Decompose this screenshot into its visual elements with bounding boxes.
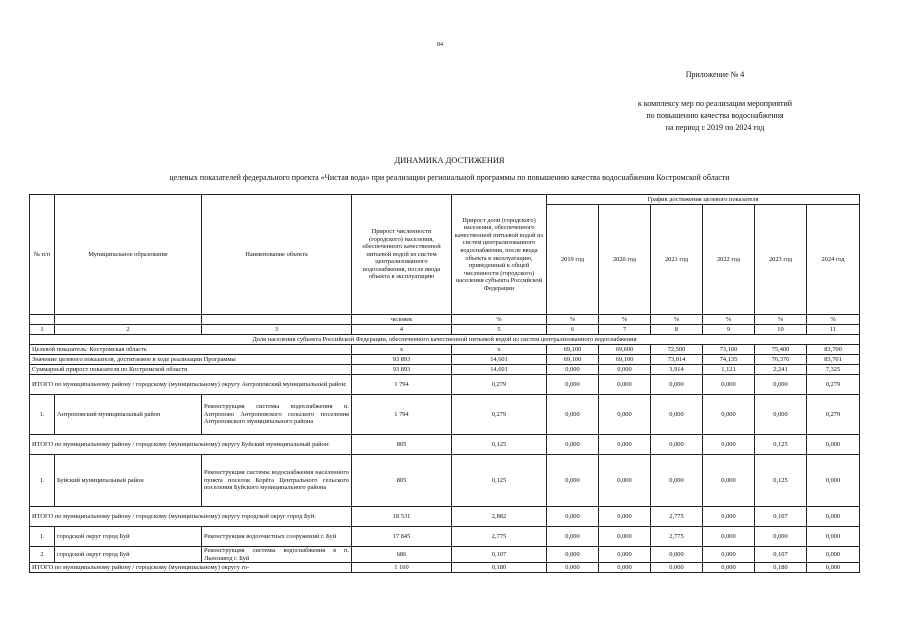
year-value: 69,100 xyxy=(547,345,599,355)
col-number: 6 xyxy=(547,325,599,335)
year-value: 0,000 xyxy=(703,507,755,527)
year-value: 69,600 xyxy=(599,345,651,355)
year-value: 0,000 xyxy=(651,547,703,563)
document-subtitle: целевых показателей федерального проекта «Чистая вода» при реализации региональной программы по повышению качества водоснабжения Костромской области xyxy=(169,173,730,182)
year-value: 72,500 xyxy=(651,345,703,355)
summary-row xyxy=(30,365,860,375)
year-value: 0,000 xyxy=(807,455,860,507)
year-value: 0,107 xyxy=(755,507,807,527)
year-value: 69,100 xyxy=(547,355,599,365)
year-value: 0,107 xyxy=(755,547,807,563)
year-value: 73,014 xyxy=(651,355,703,365)
unit-people: человек xyxy=(352,315,452,325)
summary-row xyxy=(30,345,860,355)
people-value: 805 xyxy=(352,435,452,455)
col-number: 9 xyxy=(703,325,755,335)
object-row xyxy=(30,547,860,563)
year-value: 0,000 xyxy=(651,395,703,435)
year-value: 0,000 xyxy=(807,527,860,547)
summary-label: Целевой показатель: Костромская область xyxy=(30,345,352,355)
document-title: ДИНАМИКА ДОСТИЖЕНИЯ xyxy=(394,156,505,165)
year-value: 7,325 xyxy=(807,365,860,375)
appendix-subtitle xyxy=(600,98,830,134)
year-value: 0,000 xyxy=(547,527,599,547)
header-growth-people: Прирост численности (городского) населения, обеспеченного качественной питьевой водой из систем централизованного водоснабжения, после ввода объекта в эксплуатацию xyxy=(352,195,452,315)
unit-pct: % xyxy=(807,315,860,325)
col-number: 10 xyxy=(755,325,807,335)
year-value: 0,000 xyxy=(599,527,651,547)
year-value: 0,000 xyxy=(599,435,651,455)
section-title: Доля населения субъекта Российской Федерации, обеспеченного качественной питьевой водой из систем централизованного водоснабжения xyxy=(30,335,860,345)
year-value: 0,000 xyxy=(599,375,651,395)
object-name: Реконструкция системы водоснабжения п. Антропово Антроповского сельского поселения Антроповского муниципального района xyxy=(202,395,352,435)
summary-row xyxy=(30,355,860,365)
year-value: 0,000 xyxy=(547,375,599,395)
year-value: 0,180 xyxy=(755,563,807,573)
share-value: 0,125 xyxy=(452,435,547,455)
object-row xyxy=(30,455,860,507)
municipality-name: городской округ город Буй xyxy=(55,547,202,563)
year-value: 3,914 xyxy=(651,365,703,375)
year-value: 0,125 xyxy=(755,435,807,455)
total-row xyxy=(30,435,860,455)
header-municipality: Муниципальное образование xyxy=(55,195,202,315)
year-value: 0,279 xyxy=(807,395,860,435)
share-value: 0,279 xyxy=(452,375,547,395)
units-row xyxy=(30,315,860,325)
year-value: 0,000 xyxy=(651,563,703,573)
col-number: 4 xyxy=(352,325,452,335)
people-value: x xyxy=(352,345,452,355)
year-value: 0,000 xyxy=(651,375,703,395)
year-value: 0,000 xyxy=(703,455,755,507)
share-value: 2,882 xyxy=(452,507,547,527)
object-name: Реконструкция водоочистных сооружений г. Буй xyxy=(202,527,352,547)
appendix-line-3: на период с 2019 по 2024 год xyxy=(665,123,765,132)
year-value: 69,100 xyxy=(599,355,651,365)
year-value: 74,135 xyxy=(703,355,755,365)
units-empty xyxy=(30,315,55,325)
people-value: 1 160 xyxy=(352,563,452,573)
share-value: 0,125 xyxy=(452,455,547,507)
year-value: 0,000 xyxy=(703,395,755,435)
year-value: 0,000 xyxy=(807,507,860,527)
share-value: 0,279 xyxy=(452,395,547,435)
year-value: 0,000 xyxy=(807,563,860,573)
year-value: 83,700 xyxy=(807,345,860,355)
total-row xyxy=(30,563,860,573)
share-value: 2,775 xyxy=(452,527,547,547)
row-number: 1. xyxy=(30,527,55,547)
year-value: 0,000 xyxy=(651,435,703,455)
total-row xyxy=(30,507,860,527)
people-value: 686 xyxy=(352,547,452,563)
year-value: 0,000 xyxy=(703,563,755,573)
year-value: 76,376 xyxy=(755,355,807,365)
header-year: 2021 год xyxy=(651,205,703,315)
header-year: 2023 год xyxy=(755,205,807,315)
appendix-line-1: к комплексу мер по реализации мероприятий xyxy=(637,99,793,108)
people-value: 93 893 xyxy=(352,355,452,365)
year-value: 0,000 xyxy=(599,365,651,375)
column-numbers-row xyxy=(30,325,860,335)
people-value: 93 893 xyxy=(352,365,452,375)
year-value: 83,701 xyxy=(807,355,860,365)
year-value: 0,000 xyxy=(599,455,651,507)
header-row-1 xyxy=(30,195,860,205)
col-number: 5 xyxy=(452,325,547,335)
year-value: 0,000 xyxy=(755,395,807,435)
year-value: 0,000 xyxy=(703,547,755,563)
total-label: ИТОГО по муниципальному району / городскому (муниципальному) округу го- xyxy=(30,563,352,573)
table-body xyxy=(30,195,860,573)
summary-label: Значение целевого показателя, достигаемое в ходе реализации Программы xyxy=(30,355,352,365)
col-number: 7 xyxy=(599,325,651,335)
people-value: 17 845 xyxy=(352,527,452,547)
year-value: 0,000 xyxy=(547,507,599,527)
year-value: 0,000 xyxy=(599,563,651,573)
col-number: 3 xyxy=(202,325,352,335)
year-value: 0,000 xyxy=(651,455,703,507)
header-num: № п/п xyxy=(30,195,55,315)
object-name: Реконструкция системы водоснабжения населенного пункта поселок Корёга Центрального сельского поселения Буйского муниципального района xyxy=(202,455,352,507)
year-value: 0,000 xyxy=(547,563,599,573)
header-object: Наименование объекта xyxy=(202,195,352,315)
year-value: 0,000 xyxy=(703,527,755,547)
unit-pct: % xyxy=(547,315,599,325)
col-number: 2 xyxy=(55,325,202,335)
object-row xyxy=(30,395,860,435)
total-label: ИТОГО по муниципальному району / городскому (муниципальному) округу Буйский муниципальный район: xyxy=(30,435,352,455)
row-number: 2 xyxy=(30,547,55,563)
col-number: 1 xyxy=(30,325,55,335)
unit-pct: % xyxy=(755,315,807,325)
municipality-name: городской округ город Буй xyxy=(55,527,202,547)
share-value: 14,601 xyxy=(452,365,547,375)
year-value: 73,100 xyxy=(703,345,755,355)
appendix-line-2: по повышению качества водоснабжения xyxy=(646,111,784,120)
year-value: 0,000 xyxy=(755,527,807,547)
total-row xyxy=(30,375,860,395)
year-value: 1,121 xyxy=(703,365,755,375)
year-value: 0,000 xyxy=(807,435,860,455)
unit-pct: % xyxy=(599,315,651,325)
year-value: 0,000 xyxy=(599,547,651,563)
year-value: 2,241 xyxy=(755,365,807,375)
unit-pct: % xyxy=(452,315,547,325)
header-growth-share: Прирост доли (городского) населения, обеспеченного качественной питьевой водой из систем централизованного водоснабжения, после ввода объекта в эксплуатацию, приведенный к общей численности (городского) населения субъекта Российской Федерации xyxy=(452,195,547,315)
share-value: 14,601 xyxy=(452,355,547,365)
total-label: ИТОГО по муниципальному району / городскому (муниципальному) округу городской округ город Буй: xyxy=(30,507,352,527)
units-empty xyxy=(55,315,202,325)
object-name: Реконструкция системы водоснабжения в п. Льнозавод г. Буй xyxy=(202,547,352,563)
header-year: 2020 год xyxy=(599,205,651,315)
row-number: 1. xyxy=(30,395,55,435)
unit-pct: % xyxy=(651,315,703,325)
year-value: 0,000 xyxy=(807,547,860,563)
summary-label: Суммарный прирост показателя по Костромской области xyxy=(30,365,352,375)
year-value: 2,775 xyxy=(651,527,703,547)
people-value: 18 531 xyxy=(352,507,452,527)
header-schedule: График достижения целевого показателя xyxy=(547,195,860,205)
header-year: 2019 год xyxy=(547,205,599,315)
row-number: 1. xyxy=(30,455,55,507)
col-number: 11 xyxy=(807,325,860,335)
units-empty xyxy=(202,315,352,325)
year-value: 0,000 xyxy=(547,365,599,375)
header-year: 2022 год xyxy=(703,205,755,315)
year-value: 75,400 xyxy=(755,345,807,355)
unit-pct: % xyxy=(703,315,755,325)
year-value: 0,000 xyxy=(599,507,651,527)
year-value: 0,000 xyxy=(547,395,599,435)
year-value: 0,000 xyxy=(703,435,755,455)
people-value: 1 794 xyxy=(352,395,452,435)
municipality-name: Буйский муниципальный район xyxy=(55,455,202,507)
object-row xyxy=(30,527,860,547)
people-value: 1 794 xyxy=(352,375,452,395)
share-value: x xyxy=(452,345,547,355)
year-value: 0,000 xyxy=(547,547,599,563)
municipality-name: Антроповский муниципальный район xyxy=(55,395,202,435)
indicators-table xyxy=(29,194,860,573)
year-value: 0,000 xyxy=(599,395,651,435)
year-value: 0,279 xyxy=(807,375,860,395)
page-number: 84 xyxy=(437,42,443,48)
year-value: 0,000 xyxy=(755,375,807,395)
year-value: 0,125 xyxy=(755,455,807,507)
appendix-title: Приложение № 4 xyxy=(685,70,745,79)
people-value: 805 xyxy=(352,455,452,507)
year-value: 0,000 xyxy=(547,455,599,507)
year-value: 2,775 xyxy=(651,507,703,527)
share-value: 0,107 xyxy=(452,547,547,563)
section-title-row xyxy=(30,335,860,345)
share-value: 0,180 xyxy=(452,563,547,573)
year-value: 0,000 xyxy=(547,435,599,455)
total-label: ИТОГО по муниципальному району / городскому (муниципальному) округу Антроповский муниципальный район: xyxy=(30,375,352,395)
col-number: 8 xyxy=(651,325,703,335)
header-year: 2024 год xyxy=(807,205,860,315)
year-value: 0,000 xyxy=(703,375,755,395)
